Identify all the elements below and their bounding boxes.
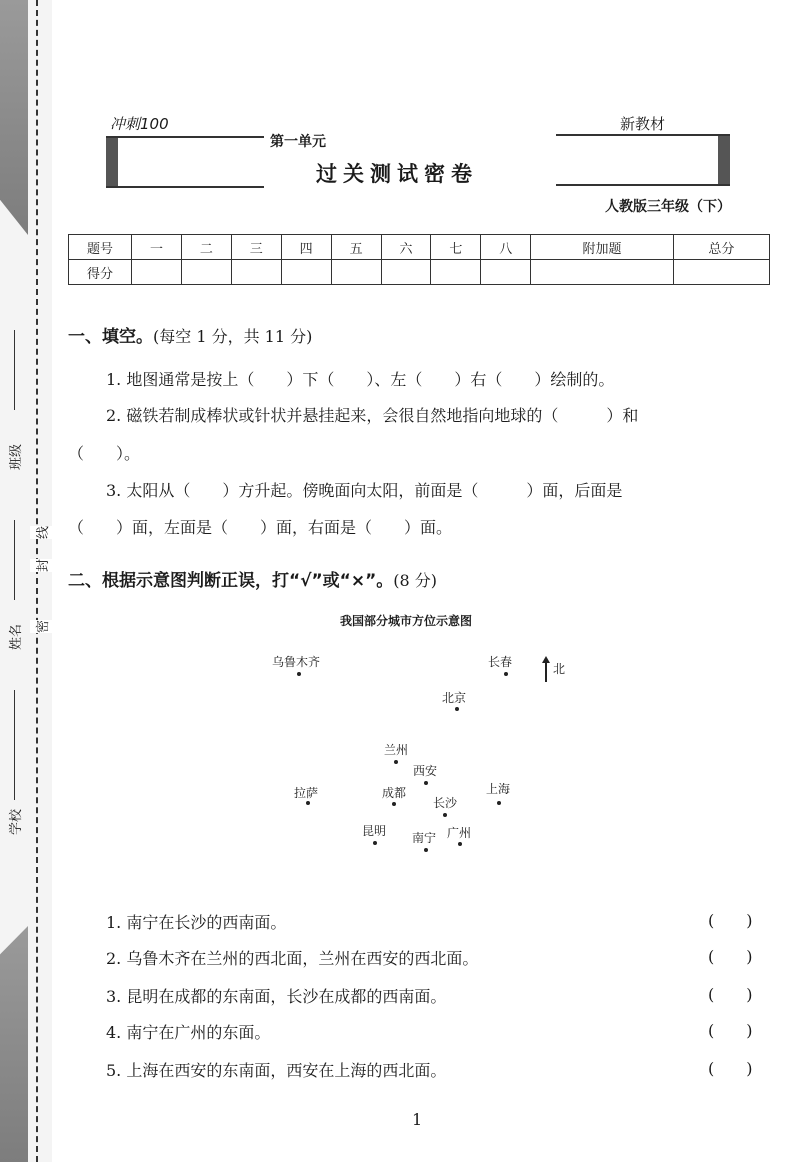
seal-text-xian: 线	[30, 526, 53, 539]
question-1-2: 2. 磁铁若制成棒状或针状并悬挂起来，会很自然地指向地球的（ ）和	[106, 406, 639, 425]
score-input-cell[interactable]	[331, 260, 381, 285]
table-cell: 得分	[69, 260, 132, 285]
city-dot-icon	[394, 760, 398, 764]
table-cell: 二	[181, 235, 231, 260]
score-input-cell[interactable]	[481, 260, 531, 285]
table-cell: 四	[281, 235, 331, 260]
judgment-5: 5. 上海在西安的东南面，西安在上海的西北面。	[106, 1061, 447, 1080]
city-label: 拉萨	[294, 786, 319, 800]
city-label: 兰州	[384, 743, 409, 757]
city-dot-icon	[497, 801, 501, 805]
page-title: 过关测试密卷	[316, 162, 478, 186]
score-table-header-row	[69, 235, 770, 260]
city-label: 昆明	[362, 824, 387, 838]
brand-label: 冲刺100	[110, 115, 169, 133]
judgment-4: 4. 南宁在广州的东面。	[106, 1023, 271, 1042]
school-write-line	[14, 690, 15, 800]
north-arrow-icon	[545, 658, 547, 682]
table-cell: 题号	[69, 235, 132, 260]
city-label: 长春	[488, 655, 513, 669]
table-cell: 六	[381, 235, 431, 260]
table-cell: 总分	[673, 235, 769, 260]
score-input-cell[interactable]	[673, 260, 769, 285]
city-label: 广州	[447, 826, 472, 840]
answer-box-5[interactable]: ( )	[708, 1059, 753, 1078]
question-1-3-cont: （ ）面，左面是（ ）面，右面是（ ）面。	[68, 518, 453, 537]
page-number: 1	[412, 1110, 423, 1129]
margin-band-bottom	[0, 926, 28, 1162]
table-cell: 一	[132, 235, 182, 260]
city-dot-icon	[306, 801, 310, 805]
table-cell: 三	[231, 235, 281, 260]
name-write-line	[14, 520, 15, 600]
city-dot-icon	[392, 802, 396, 806]
section-1-title: 一、填空。	[68, 327, 153, 347]
edition-label: 人教版三年级（下）	[605, 199, 731, 215]
city-dot-icon	[297, 672, 301, 676]
table-cell: 五	[331, 235, 381, 260]
score-input-cell[interactable]	[531, 260, 674, 285]
judgment-3: 3. 昆明在成都的东南面，长沙在成都的西南面。	[106, 987, 447, 1006]
city-label: 乌鲁木齐	[272, 655, 321, 669]
north-label: 北	[553, 662, 566, 676]
score-input-cell[interactable]	[132, 260, 182, 285]
section-1-heading	[68, 322, 312, 347]
table-cell: 附加题	[531, 235, 674, 260]
seal-text-feng: 封	[30, 559, 53, 572]
city-label: 长沙	[433, 796, 458, 810]
score-input-cell[interactable]	[281, 260, 331, 285]
city-dot-icon	[443, 813, 447, 817]
score-input-cell[interactable]	[181, 260, 231, 285]
question-1-3: 3. 太阳从（ ）方升起。傍晚面向太阳，前面是（ ）面，后面是	[106, 481, 623, 500]
header-frame-left	[106, 136, 264, 188]
score-table	[68, 234, 770, 285]
city-dot-icon	[504, 672, 508, 676]
answer-box-3[interactable]: ( )	[708, 985, 753, 1004]
score-input-cell[interactable]	[381, 260, 431, 285]
class-label: 班级	[9, 443, 24, 470]
city-label: 北京	[442, 691, 467, 705]
section-2-heading	[68, 566, 437, 591]
city-dot-icon	[424, 781, 428, 785]
table-cell: 七	[431, 235, 481, 260]
city-label: 南宁	[412, 831, 437, 845]
city-label: 上海	[486, 782, 511, 796]
score-table-score-row	[69, 260, 770, 285]
name-label: 姓名	[9, 623, 24, 650]
unit-label: 第一单元	[270, 134, 326, 150]
new-material-label: 新教材	[620, 115, 666, 133]
answer-box-1[interactable]: ( )	[708, 911, 753, 930]
class-write-line	[14, 330, 15, 410]
judgment-1: 1. 南宁在长沙的西南面。	[106, 913, 287, 932]
question-1-1: 1. 地图通常是按上（ ）下（ ）、左（ ）右（ ）绘制的。	[106, 370, 615, 389]
city-label: 成都	[382, 786, 407, 800]
school-label: 学校	[9, 808, 24, 835]
city-label: 西安	[413, 764, 438, 778]
answer-box-2[interactable]: ( )	[708, 947, 753, 966]
section-2-title: 二、根据示意图判断正误，打“√”或“×”。	[68, 571, 394, 591]
answer-box-4[interactable]: ( )	[708, 1021, 753, 1040]
margin-band-top	[0, 0, 28, 235]
city-dot-icon	[458, 842, 462, 846]
section-1-points: (每空 1 分，共 11 分)	[153, 327, 313, 346]
city-dot-icon	[455, 707, 459, 711]
judgment-2: 2. 乌鲁木齐在兰州的西北面，兰州在西安的西北面。	[106, 949, 479, 968]
city-dot-icon	[373, 841, 377, 845]
header-frame-right	[556, 134, 730, 186]
seal-text-mi: 密	[30, 620, 53, 633]
question-1-2-cont: （ ）。	[68, 444, 141, 463]
seal-dashed-line	[36, 0, 38, 1162]
score-input-cell[interactable]	[431, 260, 481, 285]
score-input-cell[interactable]	[231, 260, 281, 285]
section-2-points: (8 分)	[393, 571, 438, 590]
city-dot-icon	[424, 848, 428, 852]
table-cell: 八	[481, 235, 531, 260]
map-title: 我国部分城市方位示意图	[340, 614, 473, 628]
